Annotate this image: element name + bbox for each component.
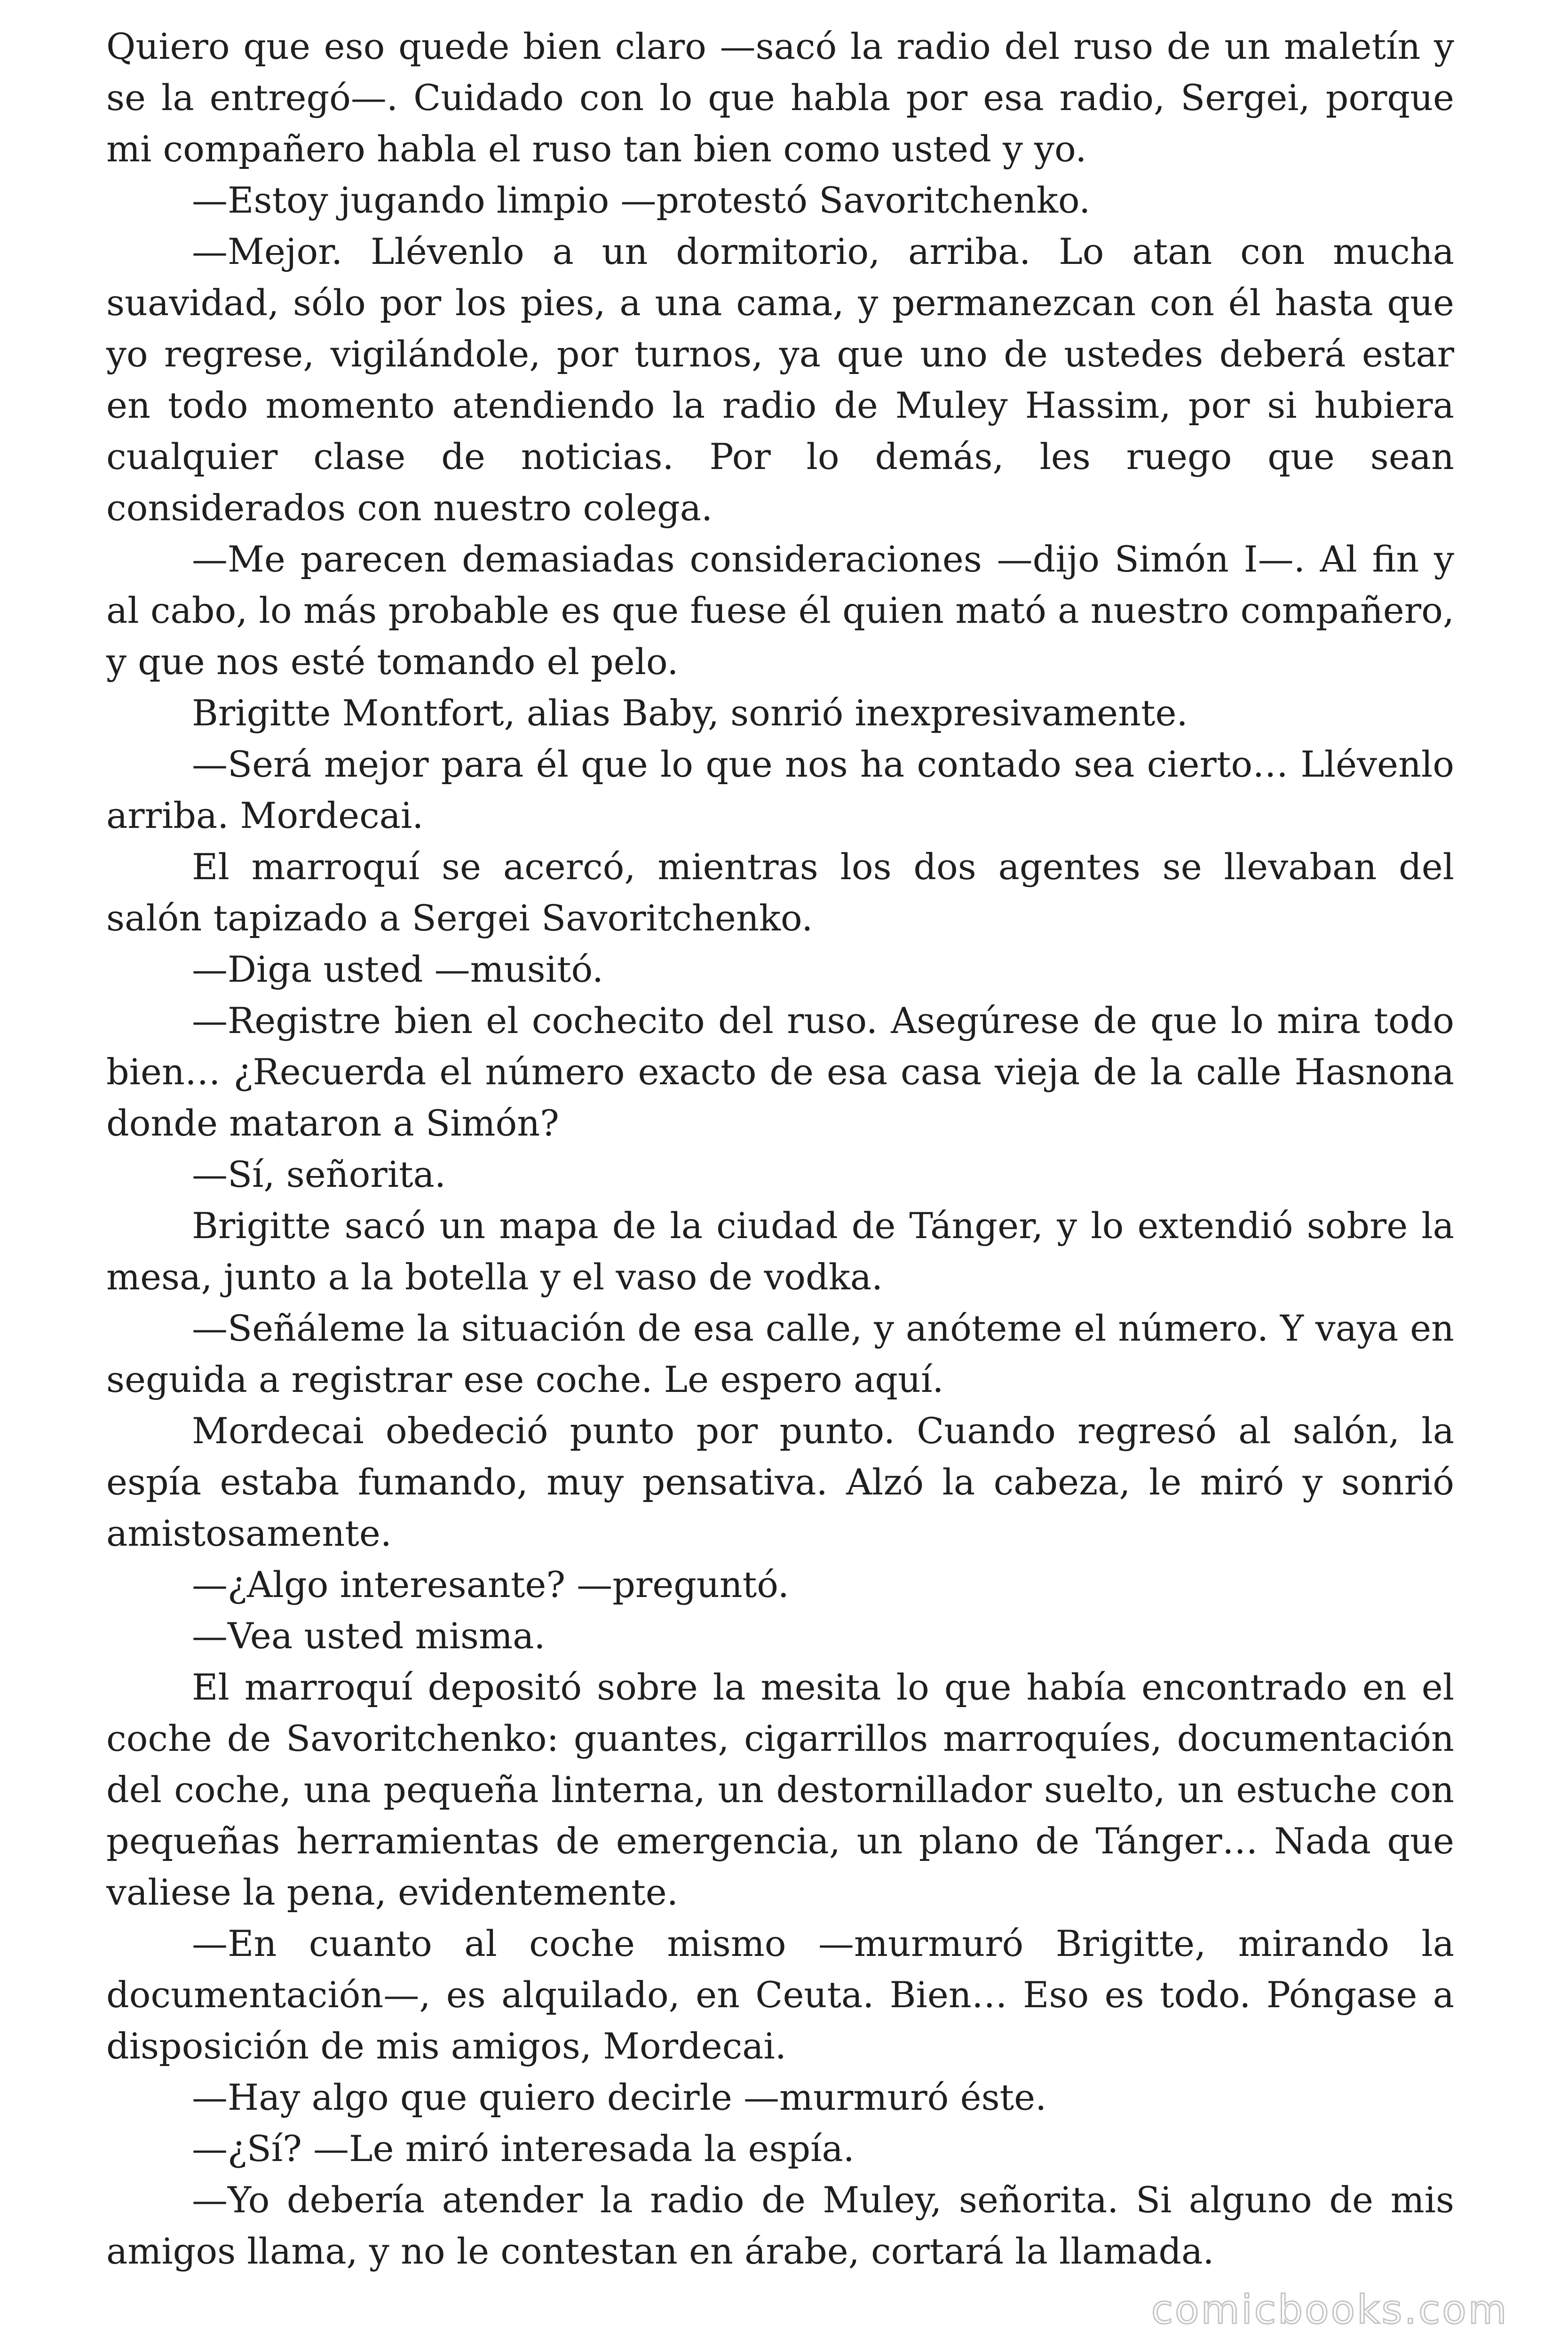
paragraph: —Registre bien el cochecito del ruso. Asegúrese de que lo mira todo bien… ¿Recuerda el número exacto de esa casa vieja de la calle Hasnona donde mataron a Simón? (106, 1000, 1454, 1144)
paragraph: —¿Sí? —Le miró interesada la espía. (192, 2128, 855, 2169)
paragraph: Mordecai obedeció punto por punto. Cuando regresó al salón, la espía estaba fumando, muy pensativa. Alzó la cabeza, le miró y sonrió amistosamente. (106, 1410, 1454, 1554)
paragraph: —Sí, señorita. (192, 1153, 446, 1195)
paragraph: Brigitte sacó un mapa de la ciudad de Tánger, y lo extendió sobre la mesa, junto a la botella y el vaso de vodka. (106, 1205, 1454, 1298)
paragraph: —Hay algo que quiero decirle —murmuró éste. (192, 2076, 1047, 2118)
book-page-text (106, 21, 1454, 2277)
paragraph: —Diga usted —musitó. (192, 948, 604, 990)
paragraph: —Me parecen demasiadas consideraciones —dijo Simón I—. Al fin y al cabo, lo más probable es que fuese él quien mató a nuestro compañero, y que nos esté tomando el pelo. (106, 538, 1454, 683)
paragraph: —¿Algo interesante? —preguntó. (192, 1564, 789, 1605)
paragraph: —Mejor. Llévenlo a un dormitorio, arriba. Lo atan con mucha suavidad, sólo por los pies, a una cama, y permanezcan con él hasta que yo regrese, vigilándole, por turnos, ya que uno de ustedes deberá estar en todo momento atendiendo la radio de Muley Hassim, por si hubiera cualquier clase de noticias. Por lo demás, les ruego que sean considerados con nuestro colega. (106, 230, 1454, 529)
paragraph: —Yo debería atender la radio de Muley, señorita. Si alguno de mis amigos llama, y no le contestan en árabe, cortará la llamada. (106, 2179, 1454, 2272)
paragraph-continuation: Quiero que eso quede bien claro —sacó la radio del ruso de un maletín y se la entregó—. Cuidado con lo que habla por esa radio, Sergei, porque mi compañero habla el ruso tan bien como usted y yo. (106, 25, 1454, 170)
paragraph: —Vea usted misma. (192, 1615, 546, 1657)
paragraph: —Señáleme la situación de esa calle, y anóteme el número. Y vaya en seguida a registrar ese coche. Le espero aquí. (106, 1307, 1454, 1400)
paragraph: —Estoy jugando limpio —protestó Savoritchenko. (192, 179, 1091, 221)
watermark: comicbooks.com (1151, 2287, 1509, 2333)
paragraph: El marroquí se acercó, mientras los dos agentes se llevaban del salón tapizado a Sergei Savoritchenko. (106, 846, 1454, 939)
paragraph: —Será mejor para él que lo que nos ha contado sea cierto… Llévenlo arriba. Mordecai. (106, 743, 1454, 836)
paragraph: —En cuanto al coche mismo —murmuró Brigitte, mirando la documentación—, es alquilado, en Ceuta. Bien… Eso es todo. Póngase a disposición de mis amigos, Mordecai. (106, 1923, 1454, 2067)
paragraph: El marroquí depositó sobre la mesita lo que había encontrado en el coche de Savoritchenko: guantes, cigarrillos marroquíes, documentación del coche, una pequeña linterna, un destornillador suelto, un estuche con pequeñas herramientas de emergencia, un plano de Tánger… Nada que valiese la pena, evidentemente. (106, 1666, 1454, 1913)
paragraph: Brigitte Montfort, alias Baby, sonrió inexpresivamente. (192, 692, 1188, 734)
